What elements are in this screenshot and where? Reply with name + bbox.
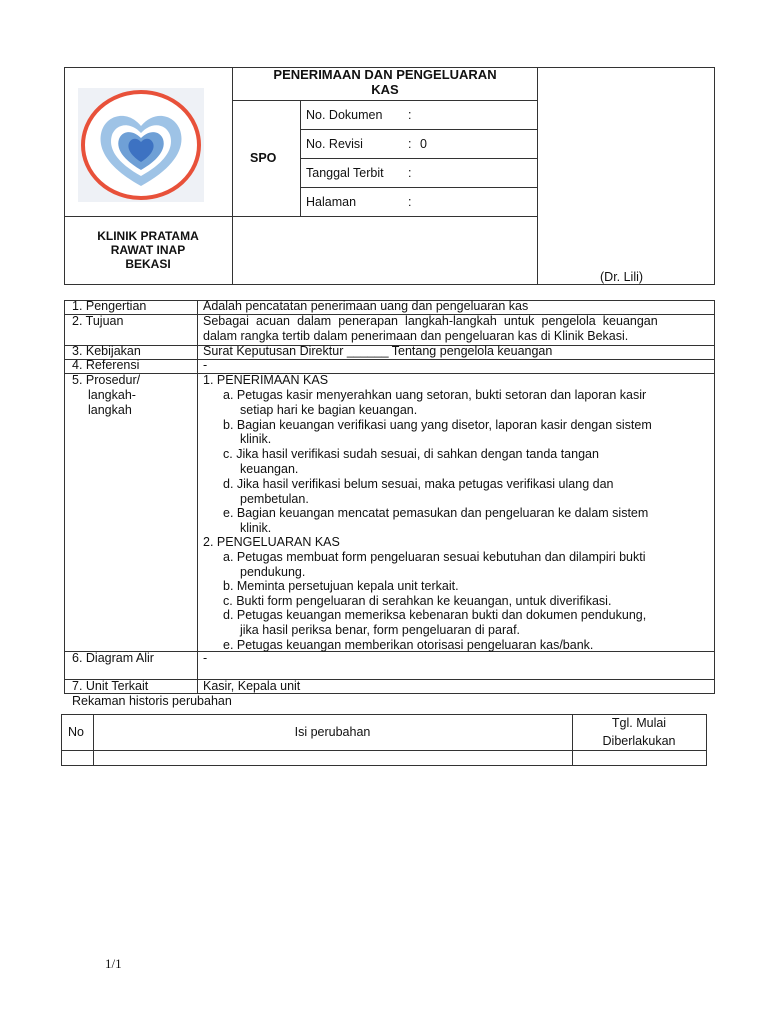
spo-label: SPO <box>250 151 277 165</box>
pengeluaran-heading: 2. PENGELUARAN KAS <box>203 535 340 549</box>
pengertian-label: 1. Pengertian <box>72 299 147 313</box>
list-item: a. Petugas membuat form pengeluaran sesuai kebutuhan dan dilampiri bukti <box>223 550 646 564</box>
list-item: d. Jika hasil verifikasi belum sesuai, maka petugas verifikasi ulang dan <box>223 476 614 491</box>
unit-text: Kasir, Kepala unit <box>203 679 301 693</box>
penerimaan-heading: 1. PENERIMAAN KAS <box>203 373 329 387</box>
list-item: e. Petugas keuangan memberikan otorisasi pengeluaran kas/bank. <box>223 637 594 652</box>
history-col-tgl: Tgl. Mulai Diberlakukan <box>602 716 676 748</box>
list-item: a. Petugas kasir menyerahkan uang setoran, bukti setoran dan laporan kasir <box>223 388 647 402</box>
kebijakan-label: 3. Kebijakan <box>72 344 141 358</box>
history-col-isi: Isi perubahan <box>294 725 371 739</box>
list-item: klinik. <box>240 432 272 447</box>
referensi-label: 4. Referensi <box>72 358 140 372</box>
page-number: 1/1 <box>105 956 122 971</box>
list-item: b. Bagian keuangan verifikasi uang yang disetor, laporan kasir dengan sistem <box>223 417 652 432</box>
unit-label: 7. Unit Terkait <box>72 679 149 693</box>
list-item: c. Jika hasil verifikasi sudah sesuai, di sahkan dengan tanda tangan <box>223 447 599 462</box>
logo-heart-icon <box>78 88 204 202</box>
list-item: pembetulan. <box>240 491 309 506</box>
signature: (Dr. Lili) <box>600 270 644 284</box>
tujuan-line-1: Sebagai acuan dalam penerapan langkah-langkah untuk pengelola keuangan <box>203 314 658 328</box>
list-item: d. Petugas keuangan memeriksa kebenaran bukti dan dokumen pendukung, <box>223 608 647 623</box>
list-item: keuangan. <box>240 461 299 476</box>
list-item: klinik. <box>240 521 272 536</box>
list-item: b. Meminta persetujuan kepala unit terkait. <box>223 579 459 594</box>
document-title: PENERIMAAN DAN PENGELUARAN KAS <box>273 67 497 97</box>
tujuan-line-2: dalam rangka tertib dalam penerimaan dan pengeluaran kas di Klinik Bekasi. <box>203 329 629 343</box>
pengertian-text: Adalah pencatatan penerimaan uang dan pengeluaran kas <box>203 299 529 313</box>
referensi-text: - <box>203 358 208 372</box>
list-item: jika hasil periksa benar, form pengeluaran di paraf. <box>240 622 521 637</box>
penerimaan-list <box>223 388 652 536</box>
diagram-text: - <box>203 651 208 665</box>
clinic-name: KLINIK PRATAMA RAWAT INAP BEKASI <box>97 229 199 271</box>
tujuan-label: 2. Tujuan <box>72 314 124 328</box>
list-item: pendukung. <box>240 564 306 579</box>
history-col-no: No <box>68 725 84 739</box>
list-item: e. Bagian keuangan mencatat pemasukan dan pengeluaran ke dalam sistem <box>223 506 649 521</box>
pengeluaran-list <box>223 550 646 652</box>
list-item: setiap hari ke bagian keuangan. <box>240 402 418 417</box>
history-caption: Rekaman historis perubahan <box>72 694 232 708</box>
kebijakan-text: Surat Keputusan Direktur ______ Tentang pengelola keuangan <box>203 344 553 358</box>
clinic-logo <box>78 88 204 202</box>
diagram-label: 6. Diagram Alir <box>72 651 154 665</box>
prosedur-label: 5. Prosedur/ langkah- langkah <box>72 373 141 417</box>
list-item: c. Bukti form pengeluaran di serahkan ke keuangan, untuk diverifikasi. <box>223 593 612 608</box>
